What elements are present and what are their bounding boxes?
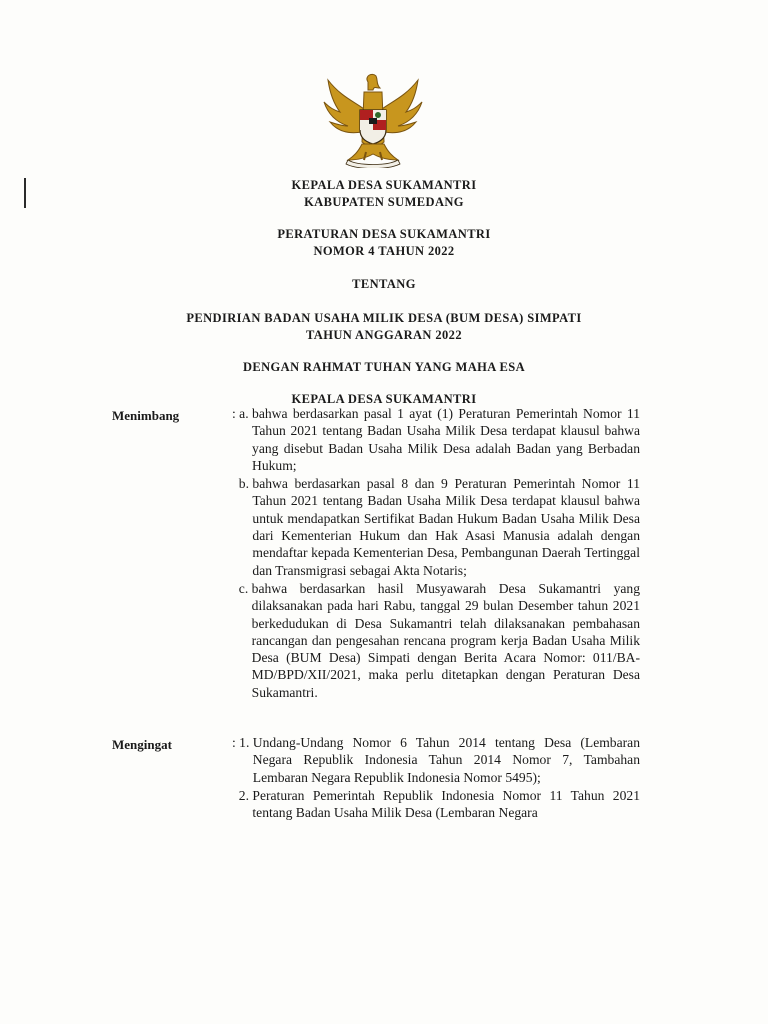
item-marker: 2.: [232, 787, 253, 803]
regulation-title-line-1: PERATURAN DESA SUKAMANTRI: [277, 227, 491, 241]
mengingat-item-1: [232, 734, 640, 786]
menimbang-item-b: [232, 475, 640, 579]
mengingat-item-2: [232, 787, 640, 822]
item-text: bahwa berdasarkan pasal 8 dan 9 Peraturan Pemerintah Nomor 11 Tahun 2021 tentang Badan Usaha Milik Desa terdapat klausul bahwa untuk mendapatkan Sertifikat Badan Hukum Badan Usaha Milik Desa dari Kementerian Hukum dan Hak Asasi Manusia adalah dengan mendaftar kepada Kementerian Desa, Pembangunan Daerah Tertinggal dan Transmigrasi sebagai Akta Notaris;: [252, 476, 640, 578]
issuer-heading: [0, 177, 768, 211]
item-text: bahwa berdasarkan pasal 1 ayat (1) Peraturan Pemerintah Nomor 11 Tahun 2021 tentang Badan Usaha Milik Desa terdapat klausul bahwa yang disebut Badan Usaha Milik Desa adalah Badan yang Berbadan Hukum;: [252, 406, 640, 473]
garuda-emblem-icon: [318, 72, 428, 168]
subject-line-1: PENDIRIAN BADAN USAHA MILIK DESA (BUM DESA) SIMPATI: [186, 311, 582, 325]
item-marker: b.: [232, 476, 253, 492]
subject-heading: [0, 310, 768, 344]
blessing-text: DENGAN RAHMAT TUHAN YANG MAHA ESA: [242, 360, 526, 374]
mengingat-label: Mengingat: [112, 737, 172, 752]
menimbang-item-c: [232, 580, 640, 701]
issuer-line-2: KABUPATEN SUMEDANG: [304, 195, 464, 209]
item-marker: : 1.: [232, 735, 253, 750]
item-text: Peraturan Pemerintah Republik Indonesia Nomor 11 Tahun 2021 tentang Badan Usaha Milik Desa (Lembaran Negara: [252, 787, 640, 821]
authority-text: KEPALA DESA SUKAMANTRI: [291, 392, 477, 406]
regulation-number: NOMOR 4 TAHUN 2022: [313, 244, 455, 258]
tentang-text: TENTANG: [352, 277, 416, 291]
item-text: Undang-Undang Nomor 6 Tahun 2014 tentang Desa (Lembaran Negara Republik Indonesia Tahun 2014 Nomor 7, Tambahan Lembaran Negara Republik Indonesia Nomor 5495);: [252, 735, 640, 785]
regulation-title: [0, 226, 768, 260]
menimbang-label: Menimbang: [112, 408, 180, 423]
menimbang-item-a: [232, 405, 640, 474]
mengingat-section: [232, 734, 640, 822]
item-marker: c.: [232, 580, 252, 596]
tentang-heading: [0, 276, 768, 293]
menimbang-section: [232, 405, 640, 702]
item-text: bahwa berdasarkan hasil Musyawarah Desa Sukamantri yang dilaksanakan pada hari Rabu, tanggal 29 bulan Desember tahun 2021 berkedudukan di Desa Sukamantri telah dilaksanakan pembahasan rancangan dan pengesahan rencana program kerja Badan Usaha Milik Desa (BUM Desa) Simpati dengan Berita Acara Nomor: 011/BA-MD/BPD/XII/2021, maka perlu ditetapkan dengan Peraturan Desa Sukamantri.: [251, 580, 640, 700]
item-marker: : a.: [232, 406, 253, 421]
issuer-line-1: KEPALA DESA SUKAMANTRI: [291, 178, 477, 192]
subject-line-2: TAHUN ANGGARAN 2022: [306, 328, 462, 342]
blessing-heading: [0, 359, 768, 376]
